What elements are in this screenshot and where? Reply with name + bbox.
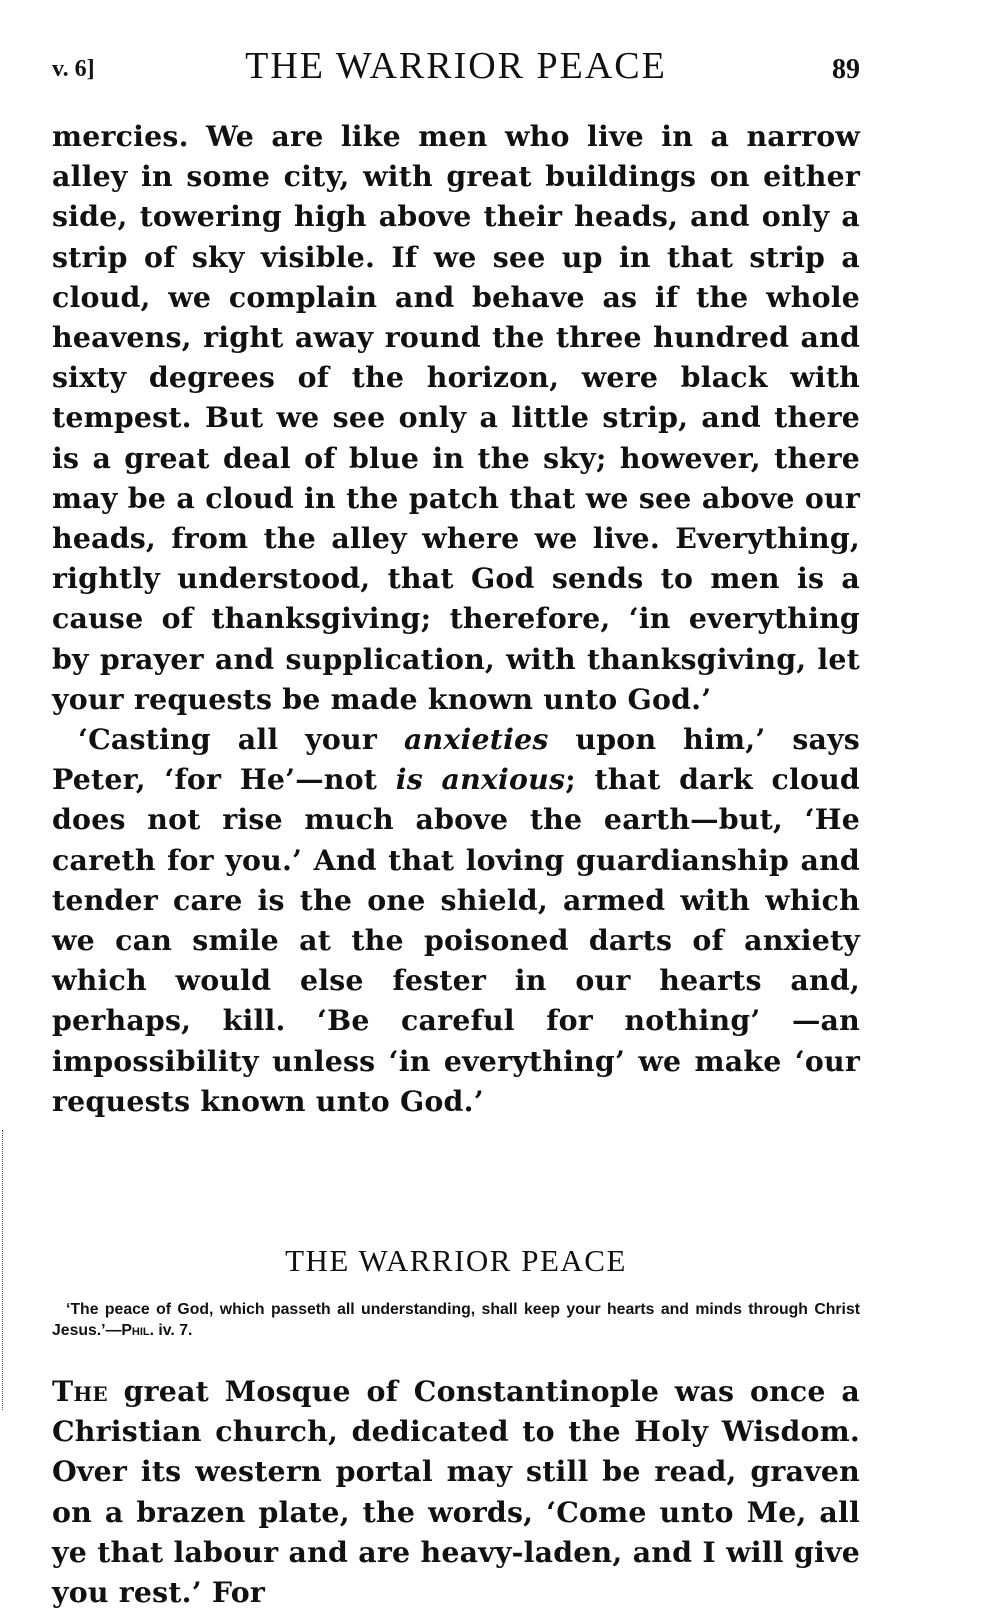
section-heading: THE WARRIOR PEACE bbox=[285, 1243, 627, 1279]
running-head bbox=[52, 44, 860, 94]
paragraph-2-part-c: upon him,’ says Peter, ‘for He’—not bbox=[52, 722, 860, 797]
paragraph-2-part-e: ; that dark cloud does not rise much above the earth—but, ‘He careth for you.’ And that loving guardianship and tender care is the one shield, armed with which we can smile at the poisoned darts of anxiety which would else fester in our hearts and, perhaps, kill. ‘Be careful for nothing’ —an impossibility unless ‘in everything’ we make ‘our requests known unto God.’ bbox=[52, 762, 860, 1118]
book-page bbox=[52, 44, 860, 1612]
running-title: THE WARRIOR PEACE bbox=[245, 45, 667, 87]
section-paragraph: great Mosque of Constantinople was once a Christian church, dedicated to the Holy Wisdom. Over its western portal may still be read, graven on a brazen plate, the words, ‘Come unto Me, all ye that labour and are heavy-laden, and I will give you rest.’ For bbox=[52, 1374, 860, 1610]
opening-word: The bbox=[52, 1374, 108, 1409]
paragraph-2-italic-is-anxious: is anxious bbox=[395, 762, 566, 797]
section-text bbox=[52, 1371, 860, 1612]
page-number: 89 bbox=[832, 54, 860, 85]
epigraph bbox=[52, 1299, 860, 1341]
margin-marks bbox=[2, 1130, 5, 1410]
epigraph-verse: iv. 7. bbox=[154, 1322, 193, 1340]
body-text bbox=[52, 116, 860, 1121]
paragraph-1: mercies. We are like men who live in a narrow alley in some city, with great buildings on either side, towering high above their heads, and only a strip of sky visible. If we see up in that strip a cloud, we complain and behave as if the whole heavens, right away round the three hundred and sixty degrees of the horizon, were black with tempest. But we see only a little strip, and there is a great deal of blue in the sky; however, there may be a cloud in the patch that we see above our heads, from the alley where we live. Everything, rightly understood, that God sends to men is a cause of thanksgiving; therefore, ‘in everything by prayer and supplication, with thanksgiving, let your requests be made known unto God.’ bbox=[52, 119, 860, 716]
paragraph-2-part-a: ‘Casting all your bbox=[78, 722, 404, 757]
epigraph-book: Phil. bbox=[121, 1322, 155, 1340]
epigraph-quote: ‘The peace of God, which passeth all understanding, shall keep your hearts and minds through Christ Jesus.’— bbox=[52, 1301, 860, 1340]
paragraph-2 bbox=[52, 719, 860, 1121]
paragraph-2-italic-anxieties: anxieties bbox=[403, 722, 549, 757]
verse-reference: v. 6] bbox=[52, 56, 95, 82]
